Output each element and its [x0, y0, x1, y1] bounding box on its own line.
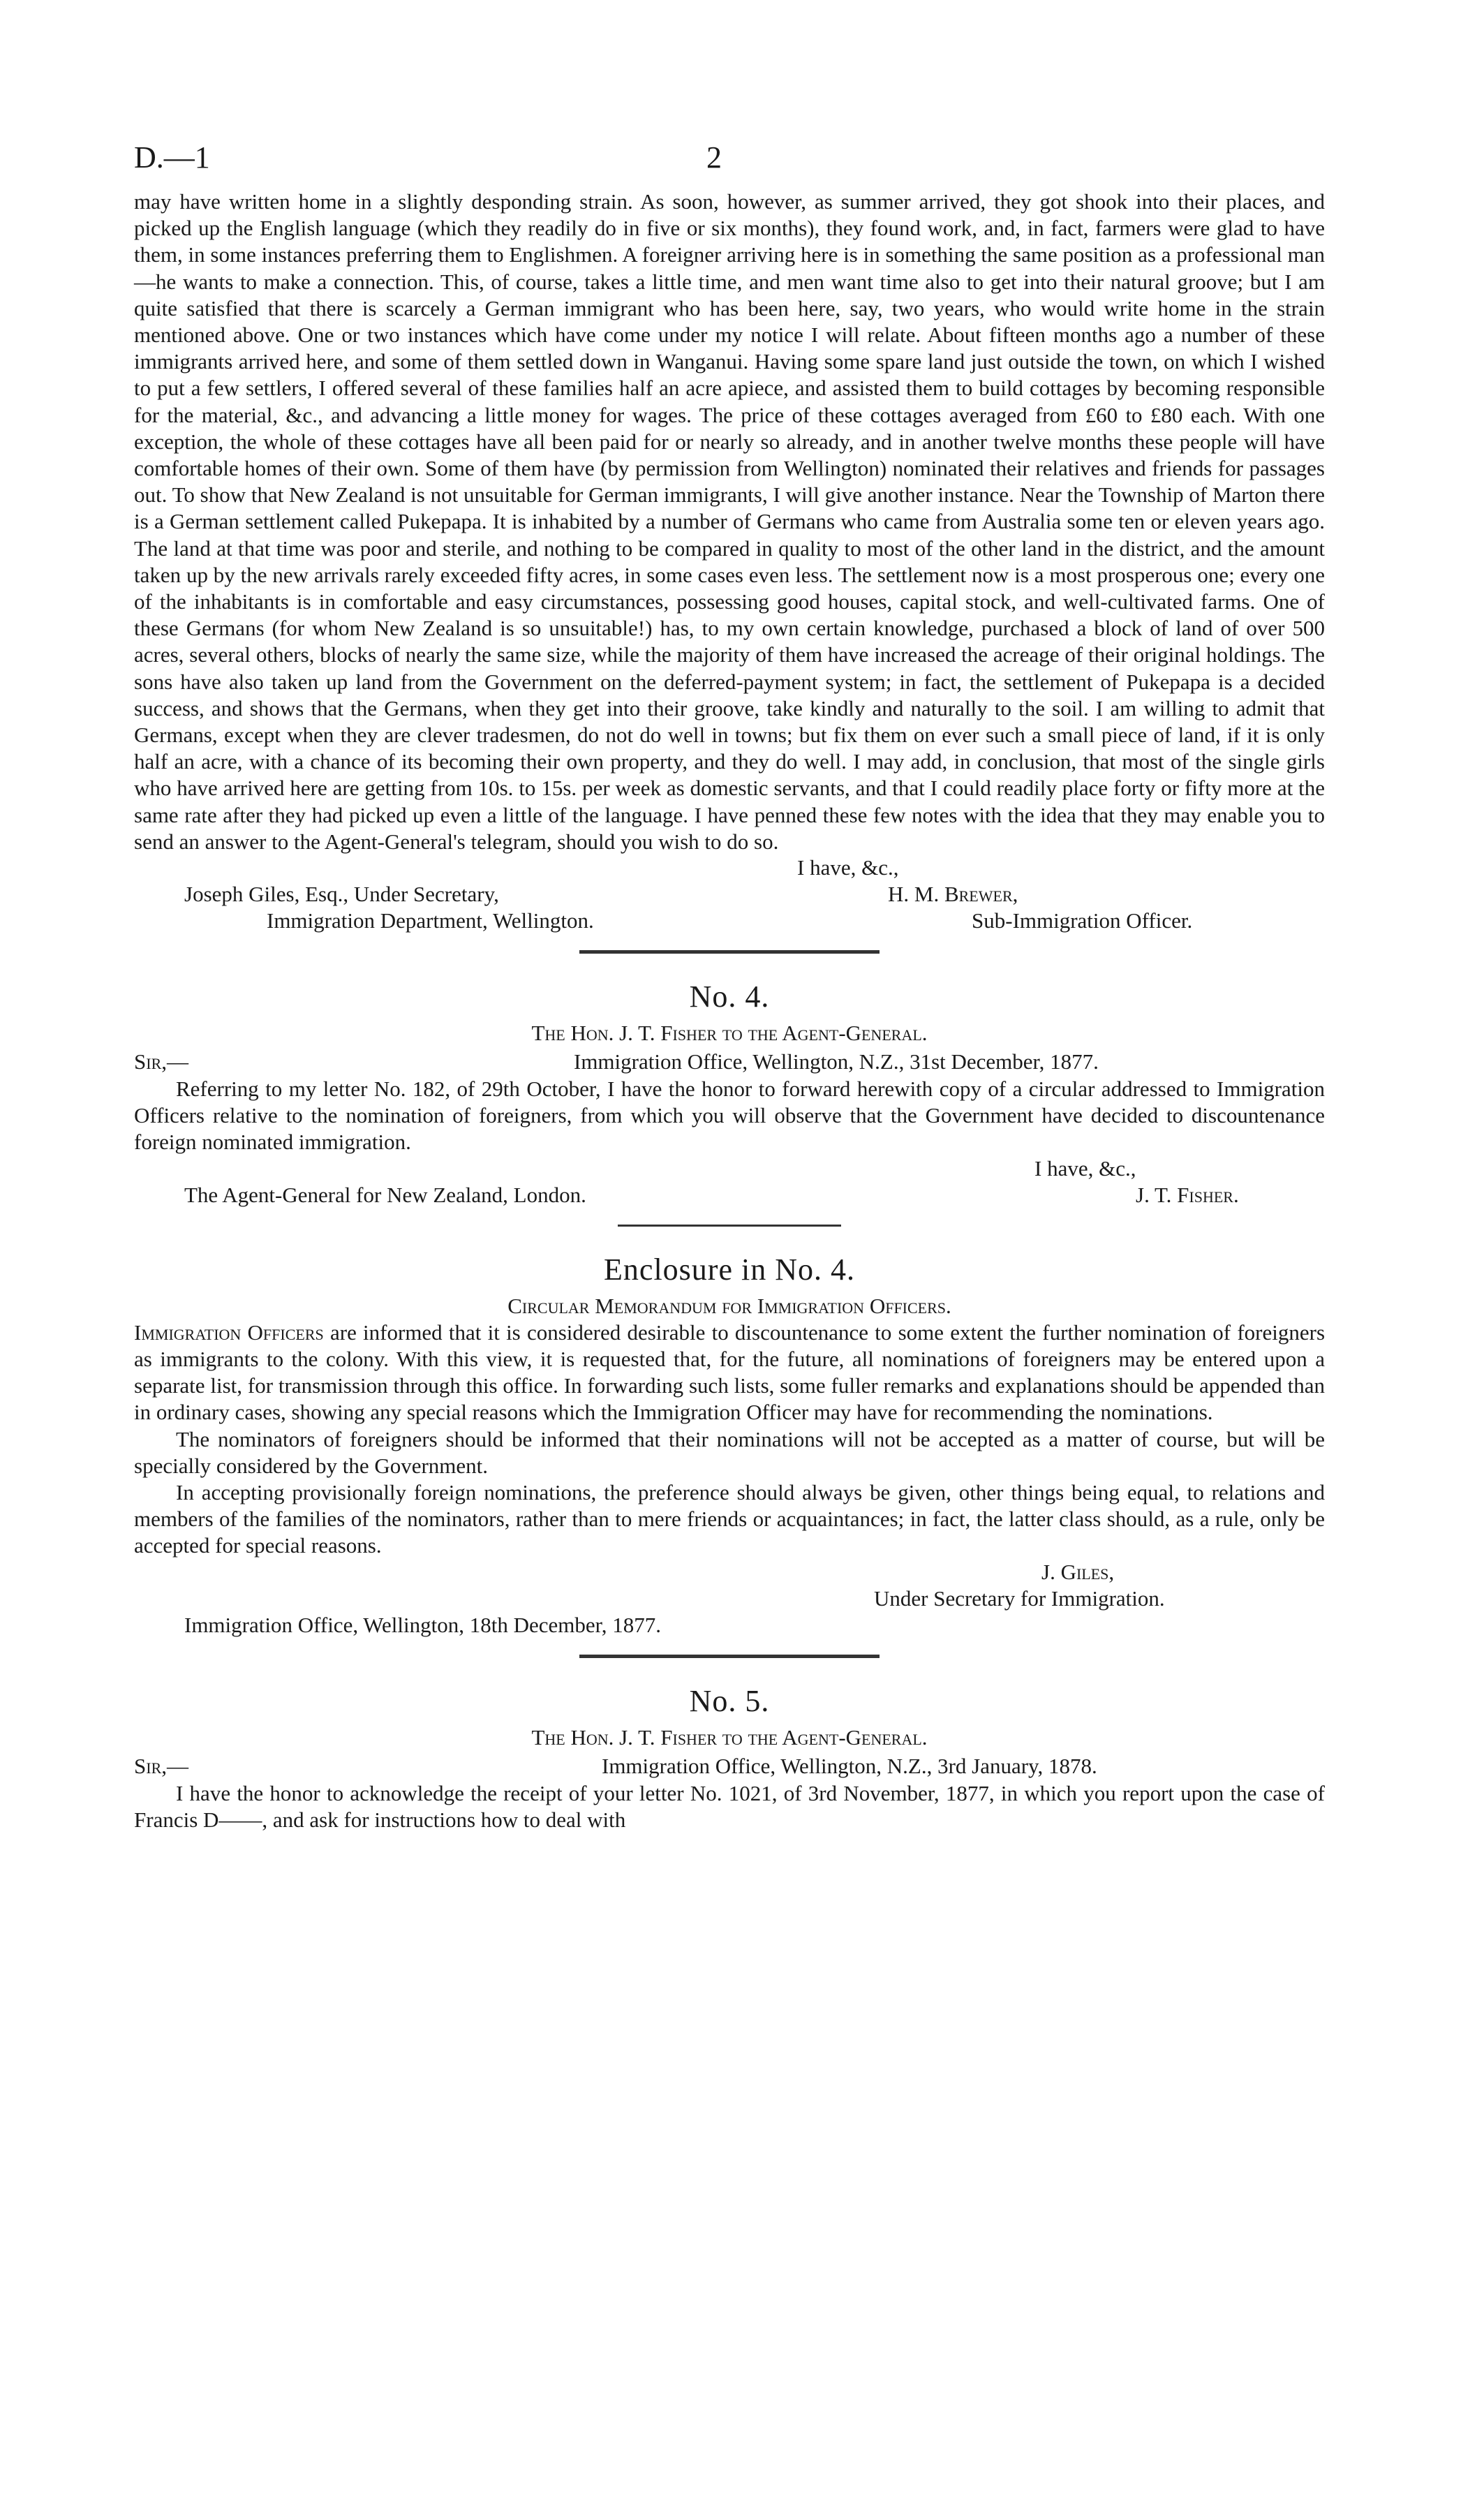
memorandum-paragraph-1: [134, 1319, 1325, 1426]
document-page: [134, 140, 1325, 1833]
addressee-signature-row: [134, 882, 1325, 908]
closing-row: [134, 855, 1325, 882]
signature: H. M. Brewer,: [888, 882, 1018, 907]
section-number: No. 5.: [689, 1683, 770, 1718]
signature: J. Giles,: [1041, 1559, 1115, 1584]
signature-title: Sub-Immigration Officer.: [972, 908, 1193, 933]
enclosure-title: Enclosure in No. 4.: [604, 1252, 855, 1287]
memorandum-paragraph-2: The nominators of foreigners should be informed that their nominations will not be accepted as a matter of course, but will be specially considered by the Government.: [134, 1426, 1325, 1478]
closing-text: I have, &c.,: [797, 855, 899, 880]
section-divider: [579, 950, 880, 954]
addressee-title-row: [134, 908, 1325, 935]
memorandum-title: Circular Memorandum for Immigration Officers.: [507, 1293, 951, 1318]
signature-row: [134, 1560, 1325, 1586]
signature: J. T. Fisher.: [1136, 1182, 1239, 1207]
memorandum-text: are informed that it is considered desirable to discountenance to some extent the further nomination of foreigners as immigrants to the colony. With this view, it is requested that, for the future, all nominations of foreigners may be entered upon a separate list, for transmission through this office. In forwarding such lists, some fuller remarks and explanations should be appended than in ordinary cases, showing any special reasons which the Immigration Officer may have for recommending the nominations.: [134, 1319, 1326, 1425]
dateline: Immigration Office, Wellington, 18th December, 1877.: [184, 1612, 661, 1637]
addressee-line-2: Immigration Department, Wellington.: [267, 908, 594, 933]
addressee-signature-row: [134, 1183, 1325, 1209]
section-divider: [618, 1225, 841, 1227]
letter-no3-continuation: [134, 188, 1325, 935]
document-reference: D.—1: [134, 140, 210, 175]
letter-body: may have written home in a slightly desponding strain. As soon, however, as summer arrived, they got shook into their places, and picked up the English language (which they readily do in five or six months), they found work, and, in fact, farmers were glad to have them, in some instances preferring them to Englishmen. A foreigner arriving here is in something the same position as a professional man—he wants to make a connection. This, of course, takes a little time, and men want time also to get into their natural groove; but I am quite satisfied that there is scarcely a German immigrant who has been here, say, two years, who would write home in the strain mentioned above. One or two instances which have come under my notice I will relate. About fifteen months ago a number of these immigrants arrived here, and some of them settled down in Wanganui. Having some spare land just outside the town, on which I wished to put a few settlers, I offered several of these families half an acre apiece, and assisted them to build cottages by becoming responsible for the material, &c., and advancing a little money for wages. The price of these cottages averaged from £60 to £80 each. With one exception, the whole of these cottages have all been paid for or nearly so already, and in another twelve months these people will have comfortable homes of their own. Some of them have (by permission from Wellington) nominated their relatives and friends for passages out. To show that New Zealand is not unsuitable for German immigrants, I will give another instance. Near the Township of Marton there is a German settlement called Pukepapa. It is inhabited by a number of Germans who came from Australia some ten or eleven years ago. The land at that time was poor and sterile, and nothing to be compared in quality to most of the other land in the district, and the amount taken up by the new arrivals rarely exceeded fifty acres, in some cases even less. The settlement now is a most prosperous one; every one of the inhabitants is in comfortable and easy circumstances, possessing good houses, capital stock, and well-cultivated farms. One of these Germans (for whom New Zealand is so unsuitable!) has, to my own certain knowledge, purchased a block of land of over 500 acres, several others, blocks of nearly the same size, while the majority of them have increased the acreage of their original holdings. The sons have also taken up land from the Government on the deferred-payment system; in fact, the settlement of Pukepapa is a decided success, and shows that the Germans, when they get into their groove, take kindly and naturally to the soil. I am willing to admit that Germans, except when they are clever tradesmen, do not do well in towns; but fix them on ever such a small piece of land, if it is only half an acre, with a chance of its becoming their own property, and they do well. I may add, in conclusion, that most of the single girls who have arrived here are getting from 10s. to 15s. per week as domestic servants, and that I could readily place forty or fifty more at the same rate after they had picked up even a little of the language. I have penned these few notes with the idea that they may enable you to send an answer to the Agent-General's telegram, should you wish to do so.: [134, 189, 1325, 854]
dateline-row: [134, 1613, 1325, 1639]
salutation: Sir,—: [134, 1753, 188, 1778]
memorandum-paragraph-3: In accepting provisionally foreign nominations, the preference should always be given, other things being equal, to relations and members of the families of the nominators, rather than to mere friends or acquaintances; in fact, the latter class should, as a rule, only be accepted for special reasons.: [134, 1479, 1325, 1558]
page-number: 2: [706, 140, 722, 175]
salutation-date-row: [134, 1049, 1325, 1076]
signature-title: Under Secretary for Immigration.: [874, 1585, 1165, 1611]
closing-row: [134, 1156, 1325, 1183]
signature-title-row: [134, 1586, 1325, 1613]
memorandum-lead: Immigration Officers: [134, 1319, 324, 1345]
letter-body: I have the honor to acknowledge the receipt of your letter No. 1021, of 3rd November, 1877, in which you report upon the case of Francis D——, and ask for instructions how to deal with: [134, 1780, 1325, 1832]
enclosure-in-no4: [134, 1252, 1325, 1639]
letter-heading: The Hon. J. T. Fisher to the Agent-General.: [531, 1724, 928, 1750]
dateline: Immigration Office, Wellington, N.Z., 3rd January, 1878.: [602, 1753, 1097, 1778]
closing-text: I have, &c.,: [1034, 1155, 1136, 1181]
page-header: [134, 140, 1325, 188]
salutation: Sir,—: [134, 1049, 188, 1074]
letter-no4: [134, 979, 1325, 1209]
letter-no5: [134, 1683, 1325, 1833]
section-divider: [579, 1655, 880, 1658]
addressee-line: The Agent-General for New Zealand, London.: [184, 1182, 586, 1207]
letter-heading: The Hon. J. T. Fisher to the Agent-General.: [531, 1021, 928, 1046]
addressee-line: Joseph Giles, Esq., Under Secretary,: [184, 882, 499, 907]
salutation-date-row: [134, 1754, 1325, 1780]
dateline: Immigration Office, Wellington, N.Z., 31st December, 1877.: [574, 1049, 1099, 1074]
section-number: No. 4.: [689, 979, 770, 1014]
letter-body: Referring to my letter No. 182, of 29th October, I have the honor to forward herewith copy of a circular addressed to Immigration Officers relative to the nomination of foreigners, from which you will observe that the Government have decided to discountenance foreign nominated immigration.: [134, 1077, 1325, 1155]
